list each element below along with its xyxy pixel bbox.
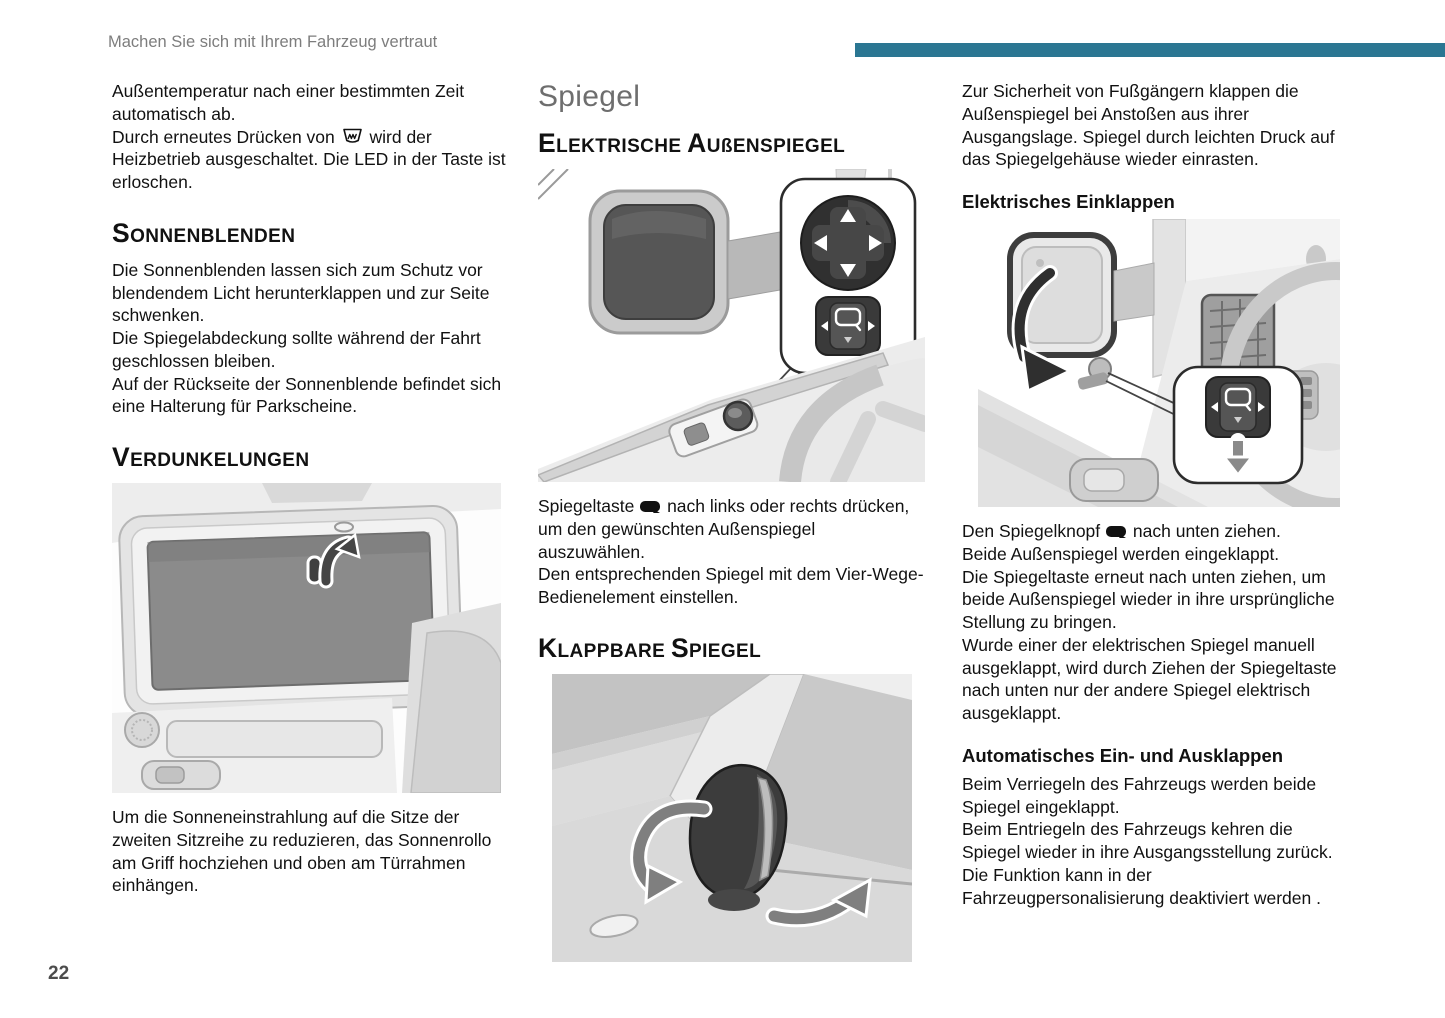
chapter-title: Spiegel xyxy=(538,80,641,113)
heading-automatisches: Automatisches Ein- und Ausklappen xyxy=(962,744,1284,766)
middle-column xyxy=(538,80,926,975)
page-number: 22 xyxy=(48,963,70,984)
paragraph-sicherheit: Zur Sicherheit von Fußgängern klappen die Außenspiegel bei Anstoßen aus ihrer Ausgangslage. Spiegel durch leichten Druck auf das Spiegelgehäuse wieder einrasten. xyxy=(962,81,1335,170)
paragraph-verdunkelung: Um die Sonneneinstrahlung auf die Sitze der zweiten Sitzreihe zu reduzieren, das Sonnenrollo am Griff hochziehen und oben am Türrahmen einhängen. xyxy=(112,807,492,896)
heading-sonnenblenden: SONNENBLENDEN xyxy=(112,217,296,248)
figure-elektrisches-einklappen xyxy=(978,219,1354,512)
paragraph-spiegelknopf: Den Spiegelknopf nach unten ziehen. xyxy=(962,521,1281,541)
figure-klappbare-spiegel xyxy=(552,674,926,967)
heading-klappbare-spiegel: KLAPPBARE SPIEGEL xyxy=(538,632,762,663)
right-column xyxy=(962,80,1354,909)
heading-verdunkelungen: VERDUNKELUNGEN xyxy=(112,442,310,472)
mirror-select-switch-icon xyxy=(816,297,880,355)
callout-bubble xyxy=(1174,367,1302,483)
figure-elektrische-aussenspiegel xyxy=(538,169,926,487)
left-column xyxy=(112,80,508,897)
paragraph-spiegeltaste: Spiegeltaste nach links oder rechts drücken, um den gewünschten Außenspiegel auszuwählen. Den entsprechenden Spiegel mit dem Vier-Wege-Bedienelement einstellen. xyxy=(538,496,924,607)
running-head: Machen Sie sich mit Ihrem Fahrzeug vertraut xyxy=(108,33,438,51)
heading-elektrisches-einklappen: Elektrisches Einklappen xyxy=(962,191,1175,212)
paragraph-heizbetrieb: Außentemperatur nach einer bestimmten Zeit automatisch ab. Durch erneutes Drücken von wird der Heizbetrieb ausgeschaltet. Die LED in der Taste ist erloschen. xyxy=(112,81,506,192)
accent-bar xyxy=(855,43,1445,57)
paragraph-sonnenblenden: Die Sonnenblenden lassen sich zum Schutz vor blendendem Licht herunterklappen und zur Seite schwenken. Die Spiegelabdeckung sollte während der Fahrt geschlossen bleiben. Auf der Rückseite der Sonnenblende befindet sich eine Halterung für Parkscheine. xyxy=(112,259,502,417)
mirror-button-icon xyxy=(1105,525,1128,539)
paragraph-automatisches: Beim Verriegeln des Fahrzeugs werden beide Spiegel eingeklappt. Beim Entriegeln des Fahrzeugs kehren die Spiegel wieder in ihre Ausgangsstellung zurück. Die Funktion kann in der Fahrzeugpersonalisierung deaktiviert werden . xyxy=(962,773,1333,908)
mirror-button-icon xyxy=(639,500,662,514)
figure-verdunkelung xyxy=(112,483,508,798)
heated-windscreen-icon xyxy=(340,127,365,145)
four-way-control-icon xyxy=(801,196,895,290)
heading-elektrische-aussenspiegel: ELEKTRISCHE AUßENSPIEGEL xyxy=(538,128,846,158)
paragraph-einklappen-details: Beide Außenspiegel werden eingeklappt. Die Spiegeltaste erneut nach unten ziehen, um beide Außenspiegel wieder in ihre ursprüngliche Stellung zu bringen. Wurde einer der elektrischen Spiegel manuell ausgeklappt, wird durch Ziehen der Spiegeltaste nach unten nur der andere Spiegel elektrisch ausgeklappt. xyxy=(962,543,1337,723)
mirror-select-switch-icon xyxy=(1206,377,1270,437)
speaker-grille xyxy=(125,713,159,747)
